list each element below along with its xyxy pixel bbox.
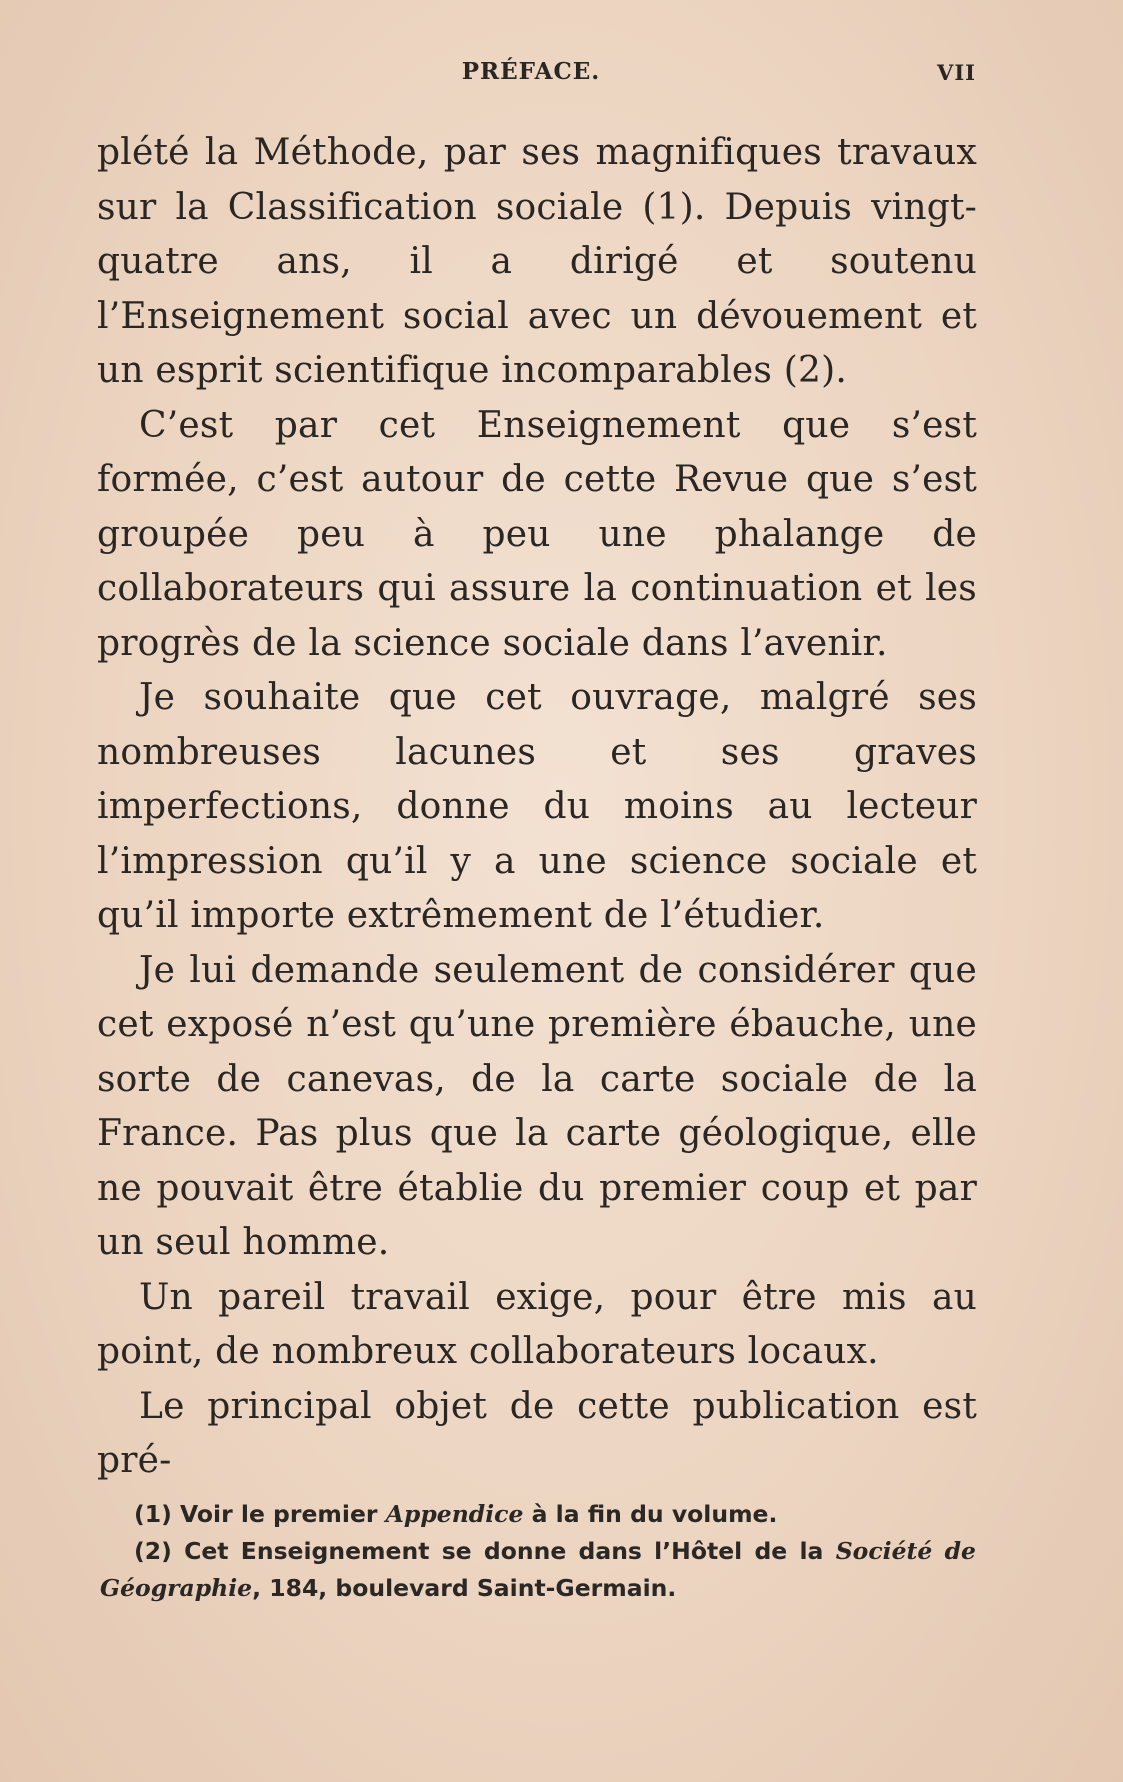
footnotes (100, 1496, 976, 1607)
footnote-text: (2) Cet Enseignement se donne dans l’Hôtel de la (134, 1537, 836, 1565)
footnote-2 (100, 1533, 976, 1607)
footnote-1 (100, 1496, 976, 1533)
footnote-text: à la fin du volume. (523, 1500, 778, 1528)
paragraph-continued: plété la Méthode, par ses magnifiques travaux sur la Classification sociale (1). Depuis vingt-quatre ans, il a dirigé et soutenu l’Enseignement social avec un dévouement et un esprit scientifique incomparables (2). (97, 132, 977, 391)
footnote-italic: Appendice (385, 1500, 524, 1528)
paragraph: C’est par cet Enseignement que s’est formée, c’est autour de cette Revue que s’est groupée peu à peu une phalange de collaborateurs qui assure la continuation et les progrès de la science sociale dans l’avenir. (97, 404, 977, 664)
footnote-italic: Société de Géographie (100, 1537, 976, 1602)
paragraph: Je souhaite que cet ouvrage, malgré ses nombreuses lacunes et ses graves imperfections, donne du moins au lecteur l’impression qu’il y a une science sociale et qu’il importe extrêmement de l’étudier. (97, 677, 977, 936)
page-number: VII (937, 60, 976, 85)
paragraph-last: Le principal objet de cette publication est pré- (97, 1385, 977, 1481)
running-title: PRÉFACE. (461, 58, 601, 85)
footnote-text: (1) Voir le premier (134, 1500, 386, 1528)
paragraph: Je lui demande seulement de considérer que cet exposé n’est qu’une première ébauche, une sorte de canevas, de la carte sociale de la France. Pas plus que la carte géologique, elle ne pouvait être établie du premier coup et par un seul homme. (97, 949, 977, 1263)
footnote-text: , 184, boulevard Saint-Germain. (252, 1574, 677, 1602)
paragraph: Un pareil travail exige, pour être mis au point, de nombreux collaborateurs locaux. (97, 1276, 977, 1372)
running-head (96, 58, 976, 98)
body-text (97, 126, 977, 1489)
